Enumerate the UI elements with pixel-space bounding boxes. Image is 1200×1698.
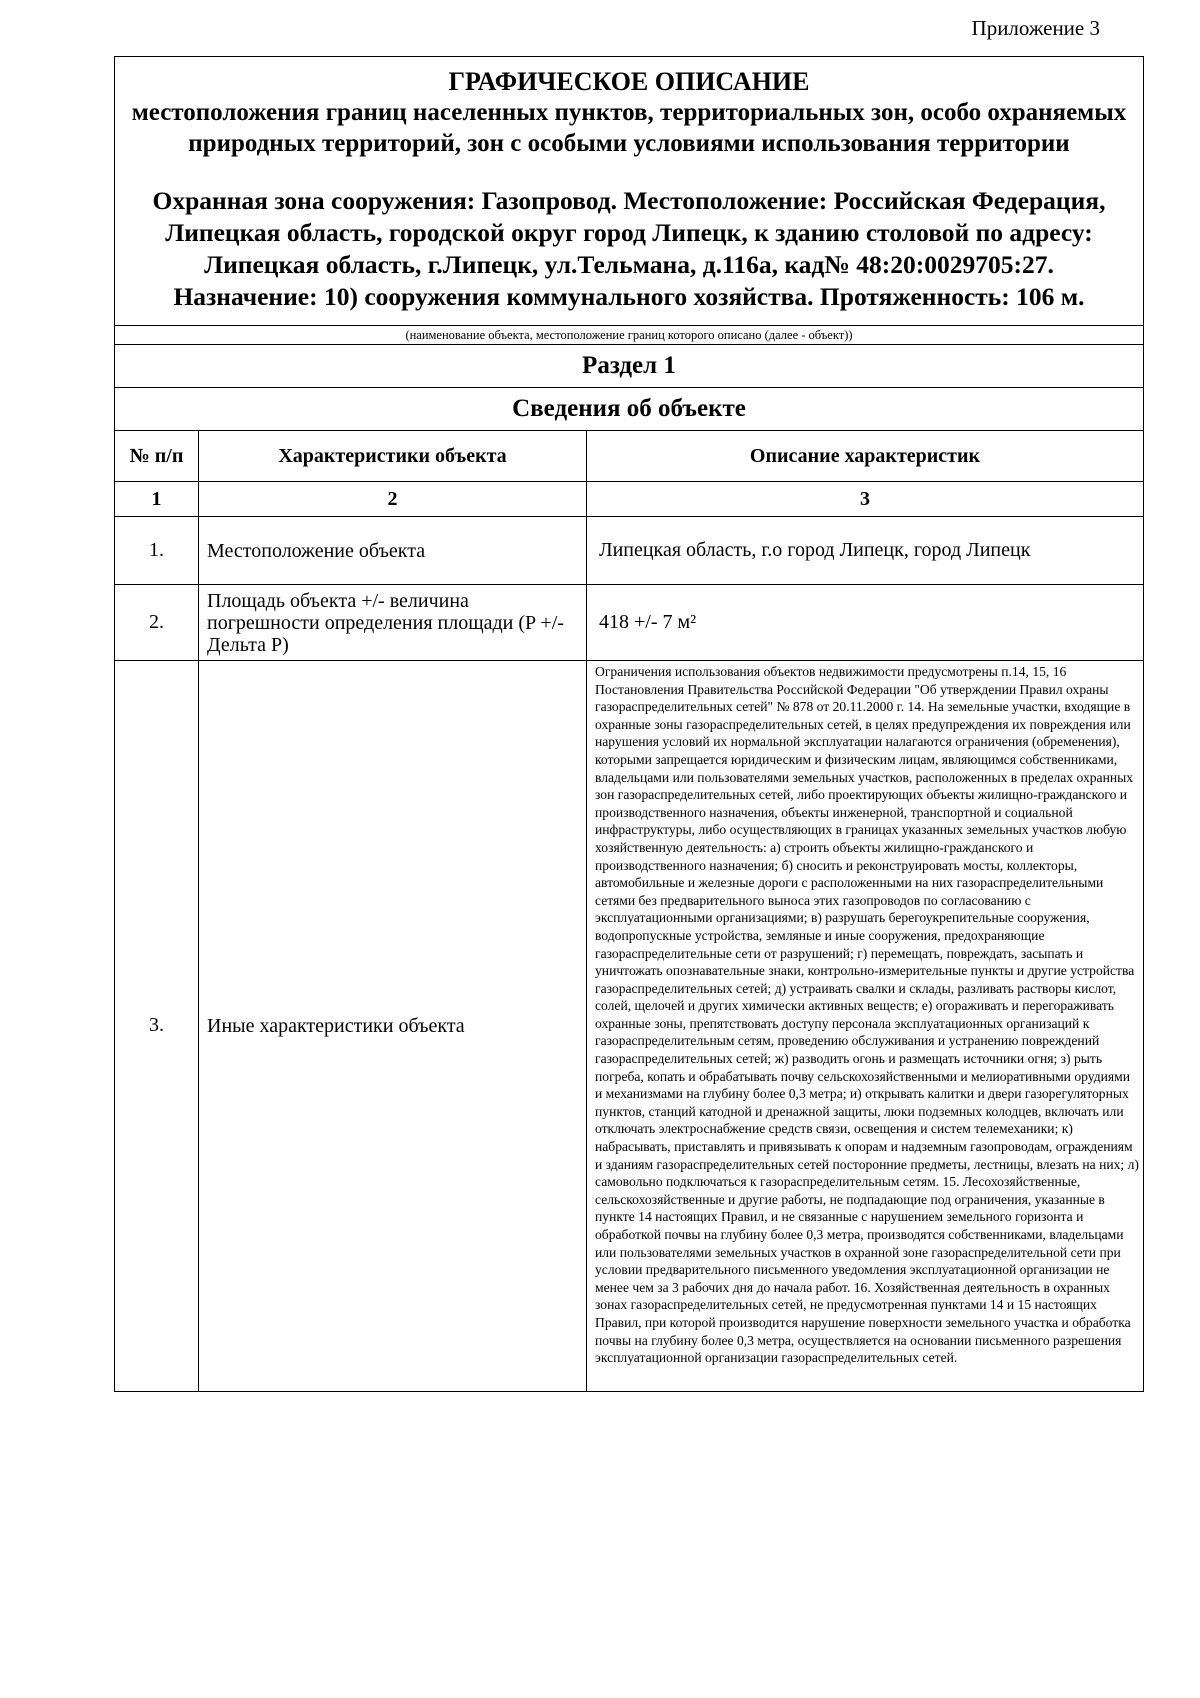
table-row: [115, 661, 1144, 1392]
table-row: [115, 517, 1144, 585]
object-description: Охранная зона сооружения: Газопровод. Местоположение: Российская Федерация, Липецкая область, городской округ город Липецк, к зданию столовой по адресу: Липецкая область, г.Липецк, ул.Тельмана, д.116а, кад№ 48:20:0029705:27. Назначение: 10) сооружения коммунального хозяйства. Протяженность: 106 м.: [152, 186, 1106, 311]
title-row: [115, 57, 1144, 326]
column-number: 1: [115, 482, 199, 517]
row-value: Липецкая область, г.о город Липецк, город Липецк: [587, 517, 1144, 585]
column-number: 2: [199, 482, 587, 517]
section-heading: Раздел 1: [115, 345, 1144, 388]
column-number-row: [115, 482, 1144, 517]
header-characteristic: Характеристики объекта: [199, 431, 587, 482]
row-index: 1.: [115, 517, 199, 585]
row-value: Ограничения использования объектов недвижимости предусмотрены п.14, 15, 16 Постановления Правительства Российской Федерации "Об утверждении Правил охраны газораспределительных сетей" № 878 от 20.11.2000 г. 14. На земельные участки, входящие в охранные зоны газораспределительных сетей, в целях предупреждения их повреждения или нарушения условий их нормальной эксплуатации налагаются ограничения (обременения), которыми запрещается юридическим и физическим лицам, являющимся собственниками, владельцами или пользователями земельных участков, расположенных в пределах охранных зон газораспределительных сетей, либо проектирующих объекты жилищно-гражданского и производственного назначения, объекты инженерной, транспортной и социальной инфраструктуры, либо осуществляющих в границах указанных земельных участков любую хозяйственную деятельность: а) строить объекты жилищно-гражданского и производственного назначения; б) сносить и реконструировать мосты, коллекторы, автомобильные и железные дороги с расположенными на них газораспределительными сетями без предварительного выноса этих газопроводов по согласованию с эксплуатационными организациями; в) разрушать берегоукрепительные сооружения, водопропускные устройства, земляные и иные сооружения, предохраняющие газораспределительные сети от разрушений; г) перемещать, повреждать, засыпать и уничтожать опознавательные знаки, контрольно-измерительные пункты и другие устройства газораспределительных сетей; д) устраивать свалки и склады, разливать растворы кислот, солей, щелочей и других химически активных веществ; е) огораживать и перегораживать охранные зоны, препятствовать доступу персонала эксплуатационных организаций к газораспределительным сетям, проведению обслуживания и устранению повреждений газораспределительных сетей; ж) разводить огонь и размещать источники огня; з) рыть погреба, копать и обрабатывать почву сельскохозяйственными и мелиоративными орудиями и механизмами на глубину более 0,3 метра; и) открывать калитки и двери газорегуляторных пунктов, станций катодной и дренажной защиты, люки подземных колодцев, включать или отключать электроснабжение средств связи, освещения и систем телемеханики; к) набрасывать, приставлять и привязывать к опорам и надземным газопроводам, ограждениям и зданиям газораспределительных сетей посторонние предметы, лестницы, влезать на них; л) самовольно подключаться к газораспределительным сетям. 15. Лесохозяйственные, сельскохозяйственные и другие работы, не подпадающие под ограничения, указанные в пункте 14 настоящих Правил, и не связанные с нарушением земельного горизонта и обработкой почвы на глубину более 0,3 метра, производятся собственниками, владельцами или пользователями земельных участков в охранной зоне газораспределительной сети при условии предварительного письменного уведомления эксплуатационной организации не менее чем за 3 рабочих дня до начала работ. 16. Хозяйственная деятельность в охранных зонах газораспределительных сетей, не предусмотренная пунктами 14 и 15 настоящих Правил, при которой производится нарушение поверхности земельного участка и обработка почвы на глубину более 0,3 метра, осуществляется на основании письменного разрешения эксплуатационной организации газораспределительных сетей.: [587, 661, 1144, 1392]
header-row: [115, 431, 1144, 482]
row-characteristic: Площадь объекта +/- величина погрешности определения площади (P +/- Дельта P): [199, 585, 587, 661]
document-subtitle: местоположения границ населенных пунктов, территориальных зон, особо охраняемых природных территорий, зон с особыми условиями использования территории: [131, 99, 1127, 157]
section-row: [115, 345, 1144, 388]
title-block: [115, 57, 1144, 326]
row-value: 418 +/- 7 м²: [587, 585, 1144, 661]
caption-row: [115, 326, 1144, 345]
section-title: Сведения об объекте: [115, 388, 1144, 431]
row-characteristic: Местоположение объекта: [199, 517, 587, 585]
row-characteristic: Иные характеристики объекта: [199, 661, 587, 1392]
document-title: ГРАФИЧЕСКОЕ ОПИСАНИЕ: [448, 67, 810, 96]
section-title-row: [115, 388, 1144, 431]
table-row: [115, 585, 1144, 661]
row-index: 3.: [115, 661, 199, 1392]
header-description: Описание характеристик: [587, 431, 1144, 482]
description-table: [114, 56, 1144, 1392]
header-number: № п/п: [115, 431, 199, 482]
column-number: 3: [587, 482, 1144, 517]
appendix-label: Приложение 3: [971, 16, 1100, 40]
object-caption: (наименование объекта, местоположение границ которого описано (далее - объект)): [115, 326, 1144, 345]
row-index: 2.: [115, 585, 199, 661]
